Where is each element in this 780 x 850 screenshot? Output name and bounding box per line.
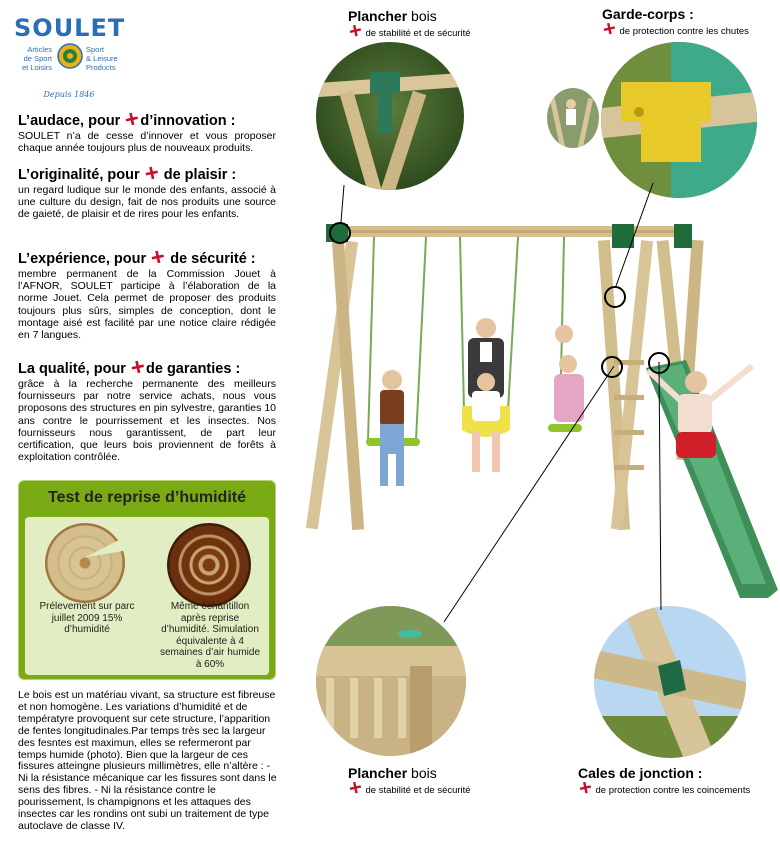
callout-sub-text: de protection contre les chutes <box>619 26 749 37</box>
callout-title-bold: Plancher <box>348 8 408 24</box>
logo-line: et Loisirs <box>21 63 52 72</box>
callout-cales-jonction <box>576 765 751 802</box>
child-left <box>380 370 404 486</box>
zoom-photo-guardrail <box>601 42 757 198</box>
swing-set-illustration <box>296 210 780 600</box>
callout-title-light: bois <box>407 8 437 24</box>
section-qualite <box>18 352 276 464</box>
callout-ring-junction <box>648 352 670 374</box>
zoom-photo-floor <box>316 606 466 756</box>
callout-sub-text: de stabilité et de sécurité <box>365 785 471 796</box>
junction-illustration <box>594 606 746 758</box>
logo-line: de Sport <box>23 54 52 63</box>
section-title-pre: L’expérience, pour <box>18 251 147 267</box>
plus-icon: + <box>148 242 168 273</box>
logo-emblem-icon <box>57 43 83 69</box>
callout-title-bold: Plancher <box>348 765 408 781</box>
plus-icon: + <box>346 773 365 802</box>
humidity-title: Test de reprise d’humidité <box>48 489 246 506</box>
plus-icon: + <box>141 158 162 189</box>
logo-tagline-en <box>86 45 130 72</box>
callout-title <box>348 765 471 781</box>
logo-brand: SOULET <box>14 14 126 42</box>
section-title-post: de plaisir : <box>163 167 237 183</box>
section-body: membre permanent de la Commission Jouet à l’AFNOR, SOULET participe à l’élaboration de la norme Jouet. Cela permet de proposer des produits toujours plus sûrs, simples de conception, dont le montage aisé est facilité par une notice claire rédigée en 7 langues. <box>18 268 276 342</box>
logo-line: Products <box>86 63 116 72</box>
callout-ring-beam <box>329 222 351 244</box>
callout-title <box>348 8 471 24</box>
section-body: un regard ludique sur le monde des enfants, associé à une culture du design, fait de nos produits une source de gaieté, de plaisir et de rires pour les enfants. <box>18 184 276 221</box>
soulet-logo <box>14 14 126 99</box>
section-title <box>18 352 276 383</box>
section-body: SOULET n’a de cesse d’innover et vous proposer chaque année toujours plus de nouveaux produits. <box>18 130 276 155</box>
mini-photo-climber <box>547 88 599 148</box>
caption-left: Prélevement sur parc juillet 2009 15% d’humidité <box>39 601 135 635</box>
section-title <box>18 158 276 189</box>
callout-title: Garde-corps : <box>602 6 694 22</box>
callout-sub-text: de stabilité et de sécurité <box>365 28 471 39</box>
callout-ring-guardrail <box>604 286 626 308</box>
logo-line: Articles <box>27 45 52 54</box>
wet-wood-disc-image <box>167 523 251 607</box>
section-experience <box>18 242 276 342</box>
zoom-photo-junction <box>594 606 746 758</box>
plus-icon: + <box>346 16 365 45</box>
dry-wood-disc-image <box>45 523 125 603</box>
beam-joint-illustration <box>316 42 464 190</box>
section-originalite <box>18 158 276 221</box>
section-title-post: d’innovation : <box>140 113 236 129</box>
callout-plancher-top <box>346 8 471 45</box>
logo-since: Depuis 1846 <box>43 90 95 99</box>
section-audace <box>18 104 276 155</box>
section-title <box>18 242 276 273</box>
section-title-pre: L’originalité, pour <box>18 167 140 183</box>
callout-plancher-bottom <box>346 765 471 802</box>
section-title-pre: L’audace, pour <box>18 113 121 129</box>
plus-icon: + <box>600 14 619 43</box>
section-title-post: de sécurité : <box>170 251 256 267</box>
section-title-post: de garanties : <box>146 361 241 377</box>
callout-garde-corps <box>600 6 749 43</box>
climber-illustration <box>547 88 599 148</box>
guardrail-illustration <box>601 42 757 198</box>
floor-illustration <box>316 606 466 756</box>
logo-line: & Leisure <box>86 54 118 63</box>
zoom-photo-beam-joint <box>316 42 464 190</box>
caption-right: Même échantillon après reprise d’humidité. Simulation équivalente à 4 semaines d’air humide à 60% <box>159 601 261 670</box>
section-body: grâce à la recherche permanente des meilleurs fournisseurs par notre service achats, nous vous proposons des structures en pin sylvestre, garanties 10 ans contre le pourrissement et les insectes. Nos fournisseurs nous garantissent, de part leur certification, que leurs bois proviennent de forêts à exploitation contrôlée. <box>18 378 276 464</box>
swing-set-photo <box>296 210 780 600</box>
callout-sub-text: de protection contre les coincements <box>595 785 751 796</box>
plus-icon: + <box>576 773 595 802</box>
plus-icon: + <box>128 352 148 383</box>
humidity-card <box>25 517 269 675</box>
callout-ring-floor <box>601 356 623 378</box>
section-title-pre: La qualité, pour <box>18 361 126 377</box>
logo-tagline-fr <box>14 45 52 72</box>
section-title <box>18 104 276 135</box>
callout-title: Cales de jonction : <box>578 765 703 781</box>
humidity-test-panel <box>18 480 276 680</box>
callout-title-light: bois <box>407 765 437 781</box>
logo-line: Sport <box>86 45 104 54</box>
wood-explanation: Le bois est un matériau vivant, sa structure est fibreuse et non homogène. Les variations d’humidité et de températyre provoquent sur cete structure, l’apparition de fentes longitudinales.Par temps très sec la largeur des fesntes est maximun, elles se refermeront par temps humide (photo). Bien que la largeur de ces fissures atteingne plusieurs millimètres, elle n’altère : - Ni la résistance mécanique car les fissures sont dans le sens des fibres. - Ni la résistance contre le pourissement, ls champignons et les attaques des insectes car les rondins ont subi un traitement de type autoclave de classe IV. <box>18 689 277 832</box>
child-right <box>554 325 584 422</box>
plus-icon: + <box>122 104 142 135</box>
